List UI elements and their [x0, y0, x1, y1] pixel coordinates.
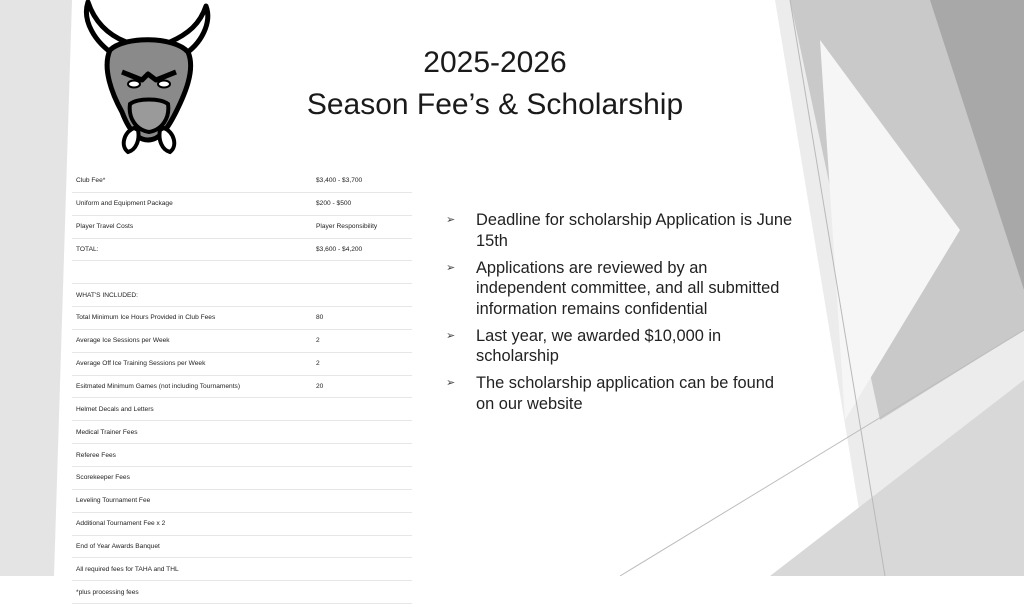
fee-label: Helmet Decals and Letters [72, 398, 312, 421]
fee-value: 2 [312, 352, 412, 375]
fee-value [312, 466, 412, 489]
fee-value [312, 421, 412, 444]
slide-title [240, 42, 750, 126]
fee-label [72, 261, 312, 284]
list-item [446, 373, 796, 414]
fee-label: Additional Tournament Fee x 2 [72, 512, 312, 535]
fee-label: Scorekeeper Fees [72, 466, 312, 489]
fee-value [312, 398, 412, 421]
nose-ring-right [159, 128, 174, 152]
fee-value: 20 [312, 375, 412, 398]
fee-value: $200 - $500 [312, 192, 412, 215]
arrow-bullet-icon: ➢ [446, 214, 456, 226]
arrow-bullet-icon: ➢ [446, 261, 456, 274]
bullet-text: The scholarship application can be found on our website [476, 374, 774, 413]
fee-label: Total Minimum Ice Hours Provided in Club Fees [72, 307, 312, 330]
table-row [72, 329, 412, 352]
list-item [446, 210, 796, 251]
list-item [446, 258, 796, 320]
bullet-text: Deadline for scholarship Application is June 15th [476, 211, 793, 250]
table-row [72, 535, 412, 558]
table-row [72, 284, 412, 307]
bullet-text: Applications are reviewed by an independent committee, and all submitted information remains confidential [476, 258, 780, 318]
fee-label: WHAT'S INCLUDED: [72, 284, 312, 307]
fee-label: Average Ice Sessions per Week [72, 329, 312, 352]
fee-value [312, 512, 412, 535]
scholarship-bullet-list [446, 210, 796, 421]
fee-value [312, 535, 412, 558]
title-line-2: Season Fee’s & Scholarship [306, 88, 684, 121]
fee-label: Esitmated Minimum Games (not including Tournaments) [72, 375, 312, 398]
fee-value [312, 581, 412, 604]
left-eye [128, 81, 140, 88]
table-row [72, 421, 412, 444]
table-row [72, 512, 412, 535]
fee-label: Club Fee* [72, 170, 312, 192]
fee-label: TOTAL: [72, 238, 312, 261]
fee-value [312, 284, 412, 307]
fee-value: Player Responsibility [312, 215, 412, 238]
table-row [72, 489, 412, 512]
table-row [72, 581, 412, 604]
fee-label: Referee Fees [72, 444, 312, 467]
table-row [72, 215, 412, 238]
table-row [72, 375, 412, 398]
table-row [72, 170, 412, 192]
table-row [72, 444, 412, 467]
fee-value: $3,600 - $4,200 [312, 238, 412, 261]
left-gray-shape [0, 0, 72, 576]
table-row [72, 307, 412, 330]
right-eye [158, 81, 170, 88]
fee-label: Medical Trainer Fees [72, 421, 312, 444]
table-row [72, 261, 412, 284]
fee-label: End of Year Awards Banquet [72, 535, 312, 558]
table-row [72, 466, 412, 489]
list-item [446, 326, 796, 367]
fee-label: Leveling Tournament Fee [72, 489, 312, 512]
bullet-text: Last year, we awarded $10,000 in scholarship [476, 326, 722, 365]
arrow-bullet-icon: ➢ [446, 377, 456, 389]
fee-label: Player Travel Costs [72, 215, 312, 238]
table-row [72, 558, 412, 581]
nose-ring-left [124, 128, 139, 152]
bull-head-icon [64, 0, 224, 160]
fee-value: $3,400 - $3,700 [312, 170, 412, 192]
fee-value: 80 [312, 307, 412, 330]
fee-table [72, 170, 412, 604]
table-row [72, 398, 412, 421]
fee-value [312, 444, 412, 467]
fee-label: *plus processing fees [72, 581, 312, 604]
title-line-1: 2025-2026 [423, 46, 567, 79]
table-row [72, 238, 412, 261]
fee-label: Average Off Ice Training Sessions per Week [72, 352, 312, 375]
fee-value [312, 489, 412, 512]
fee-label: Uniform and Equipment Package [72, 192, 312, 215]
fee-label: All required fees for TAHA and THL [72, 558, 312, 581]
table-row [72, 352, 412, 375]
fee-value [312, 261, 412, 284]
fee-value [312, 558, 412, 581]
fee-value: 2 [312, 329, 412, 352]
table-row [72, 192, 412, 215]
arrow-bullet-icon: ➢ [446, 329, 456, 342]
